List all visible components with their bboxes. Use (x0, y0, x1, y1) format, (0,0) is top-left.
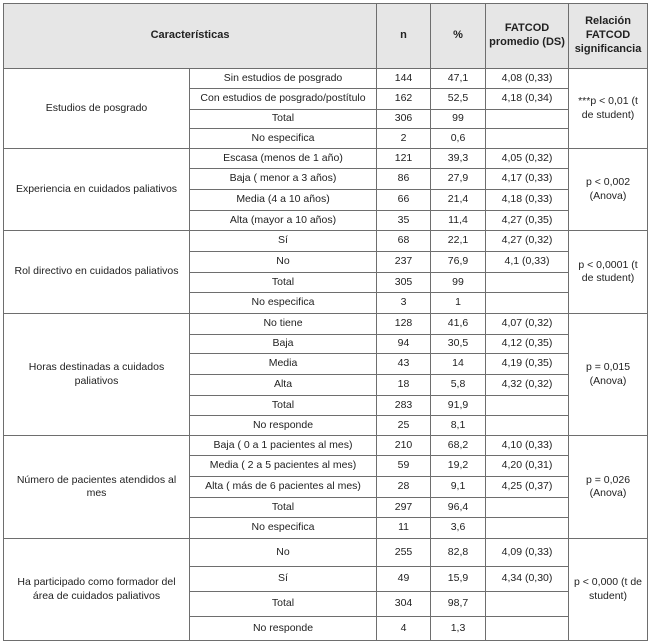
table-row (4, 314, 648, 335)
cell-sub: No responde (190, 617, 377, 641)
cell-fatcod (486, 396, 569, 416)
cell-sub: Total (190, 498, 377, 518)
cell-fatcod: 4,08 (0,33) (486, 69, 569, 89)
cell-sub: Media (190, 354, 377, 375)
cell-n: 68 (377, 231, 431, 252)
cell-pct: 19,2 (431, 456, 486, 477)
cell-fatcod (486, 293, 569, 314)
cell-n: 25 (377, 416, 431, 436)
cell-n: 237 (377, 252, 431, 273)
cell-pct: 11,4 (431, 211, 486, 231)
table-row (4, 149, 648, 169)
cell-n: 2 (377, 129, 431, 149)
cell-pct: 1,3 (431, 617, 486, 641)
significance-cell: p = 0,026 (Anova) (569, 436, 648, 539)
cell-fatcod: 4,27 (0,35) (486, 211, 569, 231)
cell-fatcod: 4,12 (0,35) (486, 335, 569, 354)
cell-fatcod: 4,09 (0,33) (486, 539, 569, 567)
cell-pct: 5,8 (431, 375, 486, 396)
cell-fatcod: 4,25 (0,37) (486, 477, 569, 498)
cell-n: 121 (377, 149, 431, 169)
cell-pct: 21,4 (431, 190, 486, 211)
cell-pct: 96,4 (431, 498, 486, 518)
significance-cell: ***p < 0,01 (t de student) (569, 69, 648, 149)
cell-fatcod: 4,19 (0,35) (486, 354, 569, 375)
cell-pct: 52,5 (431, 89, 486, 110)
table-body (4, 69, 648, 641)
cell-n: 94 (377, 335, 431, 354)
cell-fatcod (486, 498, 569, 518)
cell-sub: Media ( 2 a 5 pacientes al mes) (190, 456, 377, 477)
cell-sub: Sí (190, 567, 377, 592)
header-relacion: Relación FATCOD significancia (569, 4, 648, 69)
cell-pct: 0,6 (431, 129, 486, 149)
cell-n: 86 (377, 169, 431, 190)
cell-sub: Escasa (menos de 1 año) (190, 149, 377, 169)
cell-pct: 99 (431, 110, 486, 129)
cell-sub: Media (4 a 10 años) (190, 190, 377, 211)
cell-fatcod (486, 592, 569, 617)
cell-pct: 76,9 (431, 252, 486, 273)
cell-fatcod: 4,34 (0,30) (486, 567, 569, 592)
cell-fatcod: 4,27 (0,32) (486, 231, 569, 252)
cell-n: 28 (377, 477, 431, 498)
cell-pct: 47,1 (431, 69, 486, 89)
cell-pct: 1 (431, 293, 486, 314)
table-row (4, 436, 648, 456)
header-caracteristicas: Características (4, 4, 377, 69)
significance-cell: p < 0,000 (t de student) (569, 539, 648, 641)
cell-pct: 39,3 (431, 149, 486, 169)
significance-cell: p < 0,0001 (t de student) (569, 231, 648, 314)
cell-sub: No (190, 539, 377, 567)
cell-pct: 3,6 (431, 518, 486, 539)
data-table (3, 3, 648, 641)
cell-sub: No tiene (190, 314, 377, 335)
cell-sub: No especifica (190, 129, 377, 149)
cell-n: 306 (377, 110, 431, 129)
cell-n: 297 (377, 498, 431, 518)
cell-fatcod (486, 416, 569, 436)
cell-sub: Baja (190, 335, 377, 354)
cell-fatcod (486, 273, 569, 293)
cell-sub: Total (190, 396, 377, 416)
cell-n: 304 (377, 592, 431, 617)
cell-fatcod (486, 617, 569, 641)
cell-fatcod: 4,20 (0,31) (486, 456, 569, 477)
cell-fatcod: 4,32 (0,32) (486, 375, 569, 396)
header-row (4, 4, 648, 69)
table-row (4, 539, 648, 567)
cell-n: 43 (377, 354, 431, 375)
cell-fatcod: 4,10 (0,33) (486, 436, 569, 456)
cell-sub: Total (190, 110, 377, 129)
group-label: Rol directivo en cuidados paliativos (4, 231, 190, 314)
significance-cell: p = 0,015 (Anova) (569, 314, 648, 436)
cell-sub: Sí (190, 231, 377, 252)
cell-n: 162 (377, 89, 431, 110)
group-label: Estudios de posgrado (4, 69, 190, 149)
cell-sub: Sin estudios de posgrado (190, 69, 377, 89)
cell-n: 4 (377, 617, 431, 641)
cell-pct: 27,9 (431, 169, 486, 190)
cell-n: 35 (377, 211, 431, 231)
cell-sub: No responde (190, 416, 377, 436)
group-label: Ha participado como formador del área de cuidados paliativos (4, 539, 190, 641)
header-pct: % (431, 4, 486, 69)
cell-n: 128 (377, 314, 431, 335)
cell-pct: 82,8 (431, 539, 486, 567)
cell-pct: 91,9 (431, 396, 486, 416)
cell-pct: 15,9 (431, 567, 486, 592)
table-row (4, 231, 648, 252)
table-row (4, 69, 648, 89)
cell-sub: Alta (mayor a 10 años) (190, 211, 377, 231)
cell-sub: Con estudios de posgrado/postítulo (190, 89, 377, 110)
cell-fatcod (486, 110, 569, 129)
cell-n: 144 (377, 69, 431, 89)
cell-pct: 41,6 (431, 314, 486, 335)
group-label: Horas destinadas a cuidados paliativos (4, 314, 190, 436)
cell-sub: Baja ( 0 a 1 pacientes al mes) (190, 436, 377, 456)
cell-n: 18 (377, 375, 431, 396)
cell-fatcod: 4,17 (0,33) (486, 169, 569, 190)
header-n: n (377, 4, 431, 69)
cell-n: 210 (377, 436, 431, 456)
significance-cell: p < 0,002 (Anova) (569, 149, 648, 231)
cell-n: 283 (377, 396, 431, 416)
cell-sub: No (190, 252, 377, 273)
cell-n: 49 (377, 567, 431, 592)
cell-n: 305 (377, 273, 431, 293)
cell-pct: 9,1 (431, 477, 486, 498)
cell-n: 59 (377, 456, 431, 477)
cell-sub: No especifica (190, 518, 377, 539)
cell-sub: Alta (190, 375, 377, 396)
cell-n: 3 (377, 293, 431, 314)
cell-fatcod: 4,18 (0,34) (486, 89, 569, 110)
cell-pct: 99 (431, 273, 486, 293)
cell-pct: 14 (431, 354, 486, 375)
cell-n: 11 (377, 518, 431, 539)
cell-pct: 8,1 (431, 416, 486, 436)
cell-sub: Total (190, 592, 377, 617)
cell-sub: Total (190, 273, 377, 293)
cell-pct: 22,1 (431, 231, 486, 252)
cell-sub: Baja ( menor a 3 años) (190, 169, 377, 190)
cell-fatcod (486, 129, 569, 149)
cell-pct: 98,7 (431, 592, 486, 617)
cell-pct: 30,5 (431, 335, 486, 354)
cell-fatcod (486, 518, 569, 539)
group-label: Experiencia en cuidados paliativos (4, 149, 190, 231)
cell-pct: 68,2 (431, 436, 486, 456)
cell-fatcod: 4,07 (0,32) (486, 314, 569, 335)
cell-fatcod: 4,05 (0,32) (486, 149, 569, 169)
cell-fatcod: 4,1 (0,33) (486, 252, 569, 273)
cell-sub: Alta ( más de 6 pacientes al mes) (190, 477, 377, 498)
cell-n: 66 (377, 190, 431, 211)
header-fatcod: FATCOD promedio (DS) (486, 4, 569, 69)
cell-fatcod: 4,18 (0,33) (486, 190, 569, 211)
group-label: Número de pacientes atendidos al mes (4, 436, 190, 539)
cell-sub: No especifica (190, 293, 377, 314)
cell-n: 255 (377, 539, 431, 567)
